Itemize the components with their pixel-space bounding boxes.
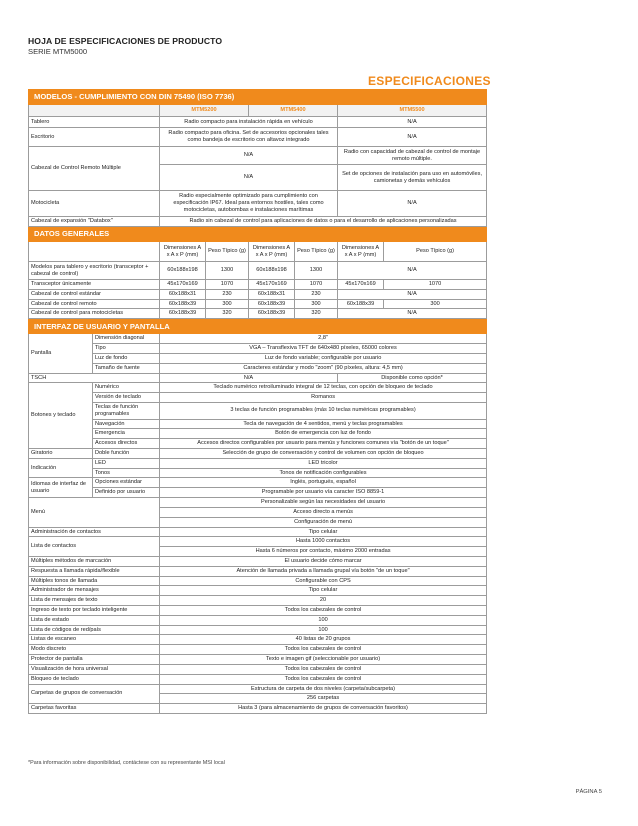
cell-value: Tonos de notificación configurables (160, 468, 487, 478)
cell-value: Configurable con CPS (160, 576, 487, 586)
sub-label: Accesos directos (93, 439, 160, 449)
cell-value: 60x188x39 (160, 299, 206, 309)
cell-value: N/A (160, 165, 338, 191)
cell-value: Radio sin cabezal de control para aplicaciones de datos o para el desarrollo de aplicaciones personalizadas (160, 217, 487, 227)
cell-value: Tipo celular (160, 527, 487, 537)
row-label: Bloqueo de teclado (29, 674, 160, 684)
cell-value: Radio compacto para instalación rápida en vehículo (160, 117, 338, 128)
cell-value: 40 listas de 20 grupos (160, 635, 487, 645)
sub-label: Dimensión diagonal (93, 334, 160, 344)
cell-value: Selección de grupo de conversación y control de volumen con opción de bloqueo (160, 449, 487, 459)
row-label: Menú (29, 498, 160, 527)
row-label: Pantalla (29, 334, 93, 373)
row-label: Visualización de hora universal (29, 664, 160, 674)
row-label: Cabezal de Control Remoto Múltiple (29, 147, 160, 191)
cell-value: 300 (384, 299, 487, 309)
cell-value: N/A (338, 117, 487, 128)
cell-value: Teclado numérico retroiluminado integral de 12 teclas, con opción de bloqueo de teclado (160, 383, 487, 393)
row-label: Cabezal de control remoto (29, 299, 160, 309)
sub-label: LED (93, 458, 160, 468)
cell-value: 3 teclas de función programables (más 10 teclas numéricas programables) (160, 402, 487, 419)
sub-label: Tipo (93, 344, 160, 354)
row-label: Múltiples métodos de marcación (29, 556, 160, 566)
row-label: Escritorio (29, 128, 160, 147)
sub-label: Luz de fondo (93, 353, 160, 363)
sub-label: Tamaño de fuente (93, 363, 160, 373)
cell-value: Configuración de menú (160, 517, 487, 527)
cell-value: Tecla de navegación de 4 sentidos, menú y teclas programables (160, 419, 487, 429)
sub-label: Tonos (93, 468, 160, 478)
cell-value: Caracteres estándar y modo "zoom" (90 píxeles, altura: 4,5 mm) (160, 363, 487, 373)
cell-value: 60x188x31 (160, 289, 206, 299)
cell-value: 300 (295, 299, 338, 309)
cell-value: 60x188x198 (160, 262, 206, 280)
model-mtm5400: MTM5400 (249, 105, 338, 117)
cell-value: VGA – Transflexiva TFT de 640x480 píxeles, 65000 colores (160, 344, 487, 354)
cell-value: Todos los cabezales de control (160, 674, 487, 684)
row-label: Múltiples tonos de llamada (29, 576, 160, 586)
row-label: Lista de estado (29, 615, 160, 625)
col-header: Dimensiones A x A x P (mm) (160, 242, 206, 262)
cell-value: Texto e imagen gif (seleccionable por usuario) (160, 655, 487, 665)
cell-value: Set de opciones de instalación para uso en automóviles, camionetas y demás vehículos (338, 165, 487, 191)
cell-value: Radio compacto para oficina. Set de accesorios opcionales tales como bandeja de escritorio con altavoz integrado (160, 128, 338, 147)
row-label: Lista de códigos de red/país (29, 625, 160, 635)
cell-value: 60x188x198 (249, 262, 295, 280)
cell-value: N/A (160, 147, 338, 165)
cell-value: Estructura de carpeta de dos niveles (carpeta/subcarpeta) (160, 684, 487, 694)
col-header: Peso Típico (g) (206, 242, 249, 262)
cell-value: 45x170x169 (249, 280, 295, 290)
row-label: Indicación (29, 458, 93, 478)
cell-value: 320 (295, 309, 338, 319)
cell-value: 45x170x169 (160, 280, 206, 290)
row-label: Lista de mensajes de texto (29, 596, 160, 606)
cell-value: Disponible como opción* (338, 373, 487, 383)
row-label: Carpetas favoritas (29, 704, 160, 714)
cell-value: 230 (295, 289, 338, 299)
cell-value: 1070 (206, 280, 249, 290)
cell-value: Programable por usuario vía caracter ISO 8859-1 (160, 488, 487, 498)
cell-value: 1070 (384, 280, 487, 290)
cell-value: Personalizable según las necesidades del usuario (160, 498, 487, 508)
sub-label: Doble función (93, 449, 160, 459)
cell-value: 45x170x169 (338, 280, 384, 290)
cell-value: Todos los cabezales de control (160, 664, 487, 674)
col-header: Peso Típico (g) (384, 242, 487, 262)
model-mtm5200: MTM5200 (160, 105, 249, 117)
cell-value: Romanos (160, 393, 487, 403)
cell-value: Accesos directos configurables por usuario para menús y funciones comunes vía "botón de un toque" (160, 439, 487, 449)
cell-value: El usuario decide cómo marcar (160, 556, 487, 566)
model-mtm5500: MTM5500 (338, 105, 487, 117)
cell-value: 230 (206, 289, 249, 299)
row-label: Protector de pantalla (29, 655, 160, 665)
cell-value: N/A (160, 373, 338, 383)
sub-label: Versión de teclado (93, 393, 160, 403)
row-label: Motocicleta (29, 191, 160, 217)
row-label: Modelos para tablero y escritorio (transceptor + cabezal de control) (29, 262, 160, 280)
cell-value: Hasta 1000 contactos (160, 537, 487, 547)
doc-series: SERIE MTM5000 (28, 47, 88, 56)
sub-label: Numérico (93, 383, 160, 393)
band-ui: INTERFAZ DE USUARIO Y PANTALLA (29, 319, 487, 334)
cell-value: 1300 (206, 262, 249, 280)
cell-value: Radio especialmente optimizado para cumplimiento con especificación IP67. Ideal para entornos hostiles, tales como motocicletas, autobombas e instalaciones marítimas (160, 191, 338, 217)
cell-value: 100 (160, 625, 487, 635)
row-label: Idiomas de interfaz de usuario (29, 478, 93, 498)
cell-value: 1070 (295, 280, 338, 290)
cell-value: Atención de llamada privada a llamada grupal vía botón "de un toque" (160, 566, 487, 576)
row-label: Cabezal de control estándar (29, 289, 160, 299)
row-label: Lista de contactos (29, 537, 160, 557)
cell-value: 256 carpetas (160, 694, 487, 704)
row-label: Administración de contactos (29, 527, 160, 537)
cell-value: 1300 (295, 262, 338, 280)
cell-value: 60x188x31 (249, 289, 295, 299)
cell-value: Inglés, portugués, español (160, 478, 487, 488)
cell-value: Botón de emergencia con luz de fondo (160, 429, 487, 439)
band-models: MODELOS - CUMPLIMIENTO CON DIN 75490 (ISO 7736) (29, 90, 487, 105)
spec-table (28, 89, 486, 714)
cell-value: 100 (160, 615, 487, 625)
row-label: Tablero (29, 117, 160, 128)
cell-value: 60x188x39 (249, 309, 295, 319)
cell-value: 300 (206, 299, 249, 309)
row-label: Transceptor únicamente (29, 280, 160, 290)
row-label: Carpetas de grupos de conversación (29, 684, 160, 704)
cell-value: Luz de fondo variable; configurable por usuario (160, 353, 487, 363)
cell-value: N/A (338, 262, 487, 280)
sub-label: Opciones estándar (93, 478, 160, 488)
row-label: Respuesta a llamada rápida/flexible (29, 566, 160, 576)
page-number: PÁGINA 5 (575, 789, 602, 795)
sub-label: Definido por usuario (93, 488, 160, 498)
cell-value: 60x188x39 (249, 299, 295, 309)
cell-value: LED tricolor (160, 458, 487, 468)
sub-label: Teclas de función programables (93, 402, 160, 419)
cell-value: 320 (206, 309, 249, 319)
col-header: Dimensiones A x A x P (mm) (249, 242, 295, 262)
cell-value: Tipo celular (160, 586, 487, 596)
cell-value: Hasta 3 (para almacenamiento de grupos de conversación favoritos) (160, 704, 487, 714)
row-label: Cabezal de expansión "Databox" (29, 217, 160, 227)
footnote: *Para información sobre disponibilidad, contáctese con su representante MSI local (28, 760, 225, 766)
cell-value: 20 (160, 596, 487, 606)
cell-value: Acceso directo a menús (160, 507, 487, 517)
cell-value: Todos los cabezales de control (160, 606, 487, 616)
doc-title: HOJA DE ESPECIFICACIONES DE PRODUCTO (28, 36, 223, 46)
row-label: TSCH (29, 373, 160, 383)
col-header: Peso Típico (g) (295, 242, 338, 262)
row-label: Listas de escaneo (29, 635, 160, 645)
cell-value: 2,8" (160, 334, 487, 344)
col-header: Dimensiones A x A x P (mm) (338, 242, 384, 262)
cell-value: N/A (338, 191, 487, 217)
row-label: Botones y teclado (29, 383, 93, 449)
sub-label: Navegación (93, 419, 160, 429)
row-label: Administrador de mensajes (29, 586, 160, 596)
cell-value: Radio con capacidad de cabezal de control de montaje remoto múltiple. (338, 147, 487, 165)
cell-value: N/A (338, 289, 487, 299)
row-label: Giratorio (29, 449, 93, 459)
cell-value: Todos los cabezales de control (160, 645, 487, 655)
cell-value: 60x188x39 (160, 309, 206, 319)
cell-value: N/A (338, 309, 487, 319)
row-label: Modo discreto (29, 645, 160, 655)
cell-value: Hasta 6 números por contacto, máximo 2000 entradas (160, 547, 487, 557)
cell-value: N/A (338, 128, 487, 147)
cell-value: 60x188x39 (338, 299, 384, 309)
row-label: Ingreso de texto por teclado inteligente (29, 606, 160, 616)
row-label: Cabezal de control para motocicletas (29, 309, 160, 319)
sub-label: Emergencia (93, 429, 160, 439)
section-title: ESPECIFICACIONES (368, 74, 491, 88)
band-datos: DATOS GENERALES (29, 227, 487, 242)
